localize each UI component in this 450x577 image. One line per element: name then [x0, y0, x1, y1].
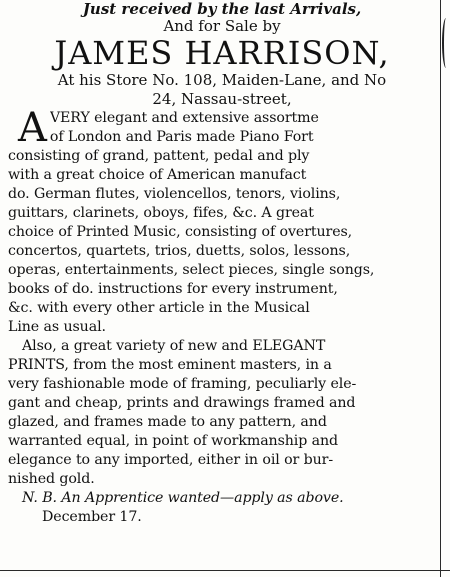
para1-line: of London and Paris made Piano Fort	[49, 129, 314, 145]
para1-line: do. German flutes, violencellos, tenors, violins,	[8, 186, 341, 202]
column-rule-bottom	[0, 570, 450, 571]
address-line-2: 24, Nassau-street,	[152, 90, 292, 108]
para1-line: books of do. instructions for every instrument,	[8, 281, 338, 297]
drop-cap: A	[18, 109, 47, 147]
paragraph-instruments	[8, 109, 436, 147]
column-rule-right	[440, 0, 441, 577]
ad-date: December 17.	[42, 509, 142, 525]
merchant-name: JAMES HARRISON,	[54, 34, 390, 72]
apprentice-note: N. B. An Apprentice wanted—apply as above.	[22, 490, 344, 506]
header-for-sale-line: And for Sale by	[163, 17, 281, 35]
para1-line: Line as usual.	[8, 319, 106, 335]
header-arrivals-line: Just received by the last Arrivals,	[82, 0, 362, 18]
para1-line: operas, entertainments, select pieces, single songs,	[8, 262, 375, 278]
para2-line: warranted equal, in point of workmanship and	[8, 433, 339, 449]
para2-line: PRINTS, from the most eminent masters, in a	[8, 357, 332, 373]
para1-line: VERY elegant and extensive assortme	[49, 110, 319, 126]
para2-line: glazed, and frames made to any pattern, and	[8, 414, 327, 430]
para1-line: consisting of grand, pattent, pedal and ply	[8, 148, 310, 164]
para1-line: choice of Printed Music, consisting of overtures,	[8, 224, 353, 240]
para1-line: concertos, quartets, trios, duetts, solos, lessons,	[8, 243, 351, 259]
address-line-1: At his Store No. 108, Maiden-Lane, and No	[57, 71, 387, 89]
para2-line: nished gold.	[8, 471, 95, 487]
para2-line: very fashionable mode of framing, peculiarly ele-	[8, 376, 357, 392]
para1-line: &c. with every other article in the Musical	[8, 300, 310, 316]
para2-line: gant and cheap, prints and drawings framed and	[8, 395, 356, 411]
para1-line: guittars, clarinets, oboys, fifes, &c. A great	[8, 205, 314, 221]
ad-column	[8, 0, 436, 527]
para2-line: elegance to any imported, either in oil or bur-	[8, 452, 334, 468]
margin-bracket-mark	[442, 18, 450, 68]
para1-line: with a great choice of American manufact	[8, 167, 307, 183]
para2-line: Also, a great variety of new and ELEGANT	[22, 338, 326, 354]
